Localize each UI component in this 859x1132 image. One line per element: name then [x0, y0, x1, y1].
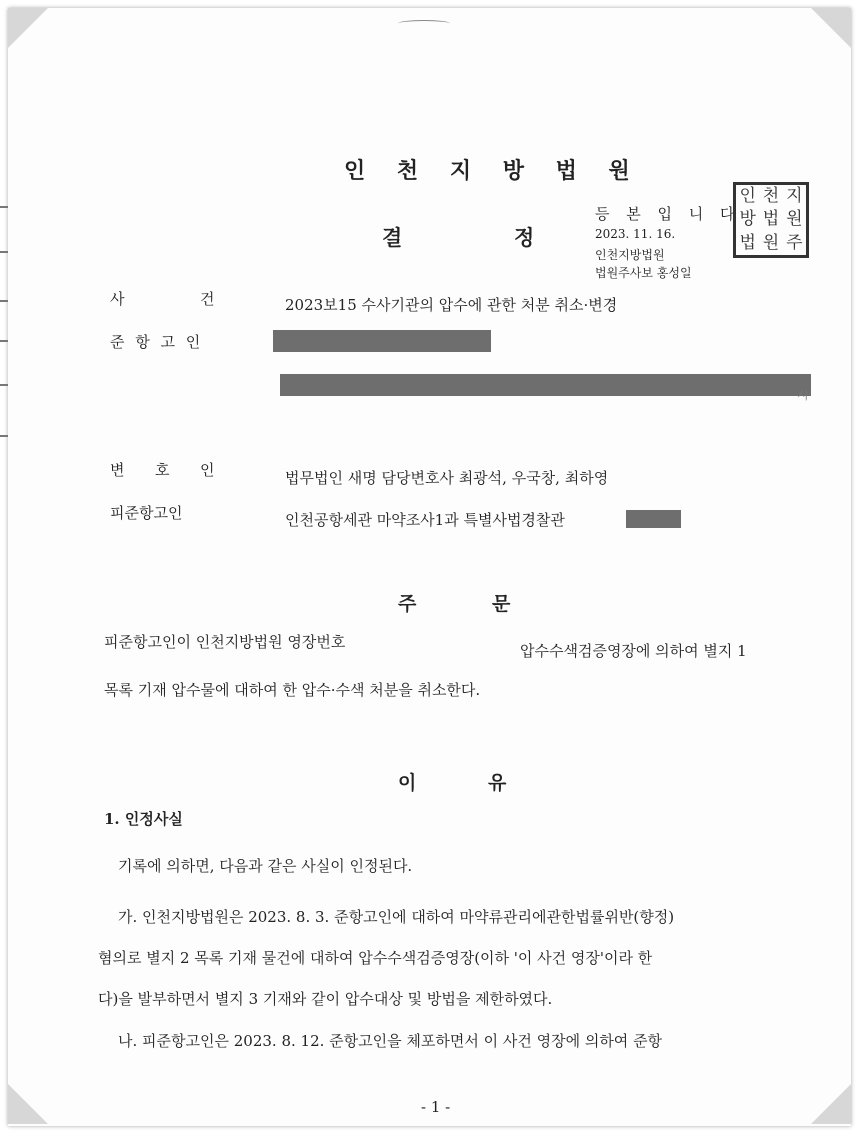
case-label-1: 사: [110, 290, 125, 308]
edge-tick: [0, 384, 8, 386]
seal-char: 방: [739, 209, 756, 230]
edge-tick: [0, 300, 8, 302]
court-seal: [733, 182, 809, 258]
edge-tick: [0, 340, 8, 342]
page-corner-top-left: [8, 8, 48, 48]
order-heading-1: 주: [398, 593, 417, 615]
respondent-value: 인천공항세관 마약조사1과 특별사법경찰관: [285, 511, 565, 529]
seal-char: 천: [762, 186, 780, 206]
edge-tick: [0, 251, 8, 253]
section-heading-facts: 1. 인정사실: [104, 810, 183, 828]
certified-date: 2023. 11. 16.: [595, 227, 676, 241]
seal-char: 법: [762, 209, 780, 230]
page-corner-bottom-right: [811, 1084, 851, 1124]
counsel-value: 법무법인 새명 담당변호사 최광석, 우국창, 최하영: [285, 469, 609, 487]
order-line-1b: 압수수색검증영장에 의하여 별지 1: [520, 642, 747, 660]
reasons-paragraph: 기록에 의하면, 다음과 같은 사실이 인정된다.: [118, 857, 413, 875]
reasons-paragraph: 다)을 발부하면서 별지 3 기재와 같이 압수대상 및 방법을 제한하였다.: [98, 990, 553, 1008]
order-line-1a: 피준항고인이 인천지방법원 영장번호: [104, 633, 346, 651]
respondent-label: 피준항고인: [110, 504, 183, 522]
edge-tick: [0, 206, 8, 208]
reasons-paragraph: 가. 인천지방법원은 2023. 8. 3. 준항고인에 대하여 마약류관리에관한법률위반(향정): [118, 908, 675, 926]
scan-mark: [398, 20, 450, 27]
appellant-label: 준 항 고 인: [110, 333, 204, 351]
reasons-paragraph: 혐의로 별지 2 목록 기재 물건에 대하여 압수수색검증영장(이하 '이 사건 영장'이라 한: [98, 949, 653, 967]
order-heading-2: 문: [492, 593, 511, 615]
decision-title-2: 정: [514, 226, 535, 250]
page-corner-bottom-left: [8, 1084, 48, 1124]
redacted-appellant-name: [273, 330, 491, 352]
redacted-appellant-address: [280, 374, 811, 396]
decision-title-1: 결: [382, 226, 403, 250]
seal-char: 지: [786, 186, 803, 206]
certified-clerk: 법원주사보 홍성일: [595, 266, 692, 280]
redacted-officer-name: [626, 510, 681, 528]
counsel-label-1: 변: [110, 461, 125, 479]
seal-char: 인: [739, 186, 756, 206]
seal-char: 주: [786, 232, 803, 253]
reasons-paragraph: 나. 피준항고인은 2023. 8. 12. 준항고인을 체포하면서 이 사건 영장에 의하여 준항: [118, 1032, 663, 1050]
edge-tick: [0, 435, 8, 437]
reasons-heading-1: 이: [398, 772, 417, 794]
page-corner-top-right: [811, 8, 851, 48]
counsel-label-2: 호: [155, 461, 170, 479]
reasons-heading-2: 유: [488, 772, 507, 794]
case-value: 2023보15 수사기관의 압수에 관한 처분 취소·변경: [285, 296, 618, 314]
counsel-label-3: 인: [200, 461, 215, 479]
page-number: - 1 -: [421, 1098, 451, 1116]
certified-copy-title: 등 본 입 니 다: [595, 205, 741, 223]
appellant-address-tail: 시: [797, 388, 809, 402]
seal-char: 원: [786, 209, 803, 230]
order-line-2: 목록 기재 압수물에 대하여 한 압수·수색 처분을 취소한다.: [104, 681, 481, 699]
seal-char: 법: [739, 232, 756, 253]
court-name: 인 천 지 방 법 원: [344, 159, 642, 184]
seal-char: 원: [762, 232, 780, 253]
certified-court: 인천지방법원: [595, 248, 665, 262]
case-label-2: 건: [200, 290, 215, 308]
